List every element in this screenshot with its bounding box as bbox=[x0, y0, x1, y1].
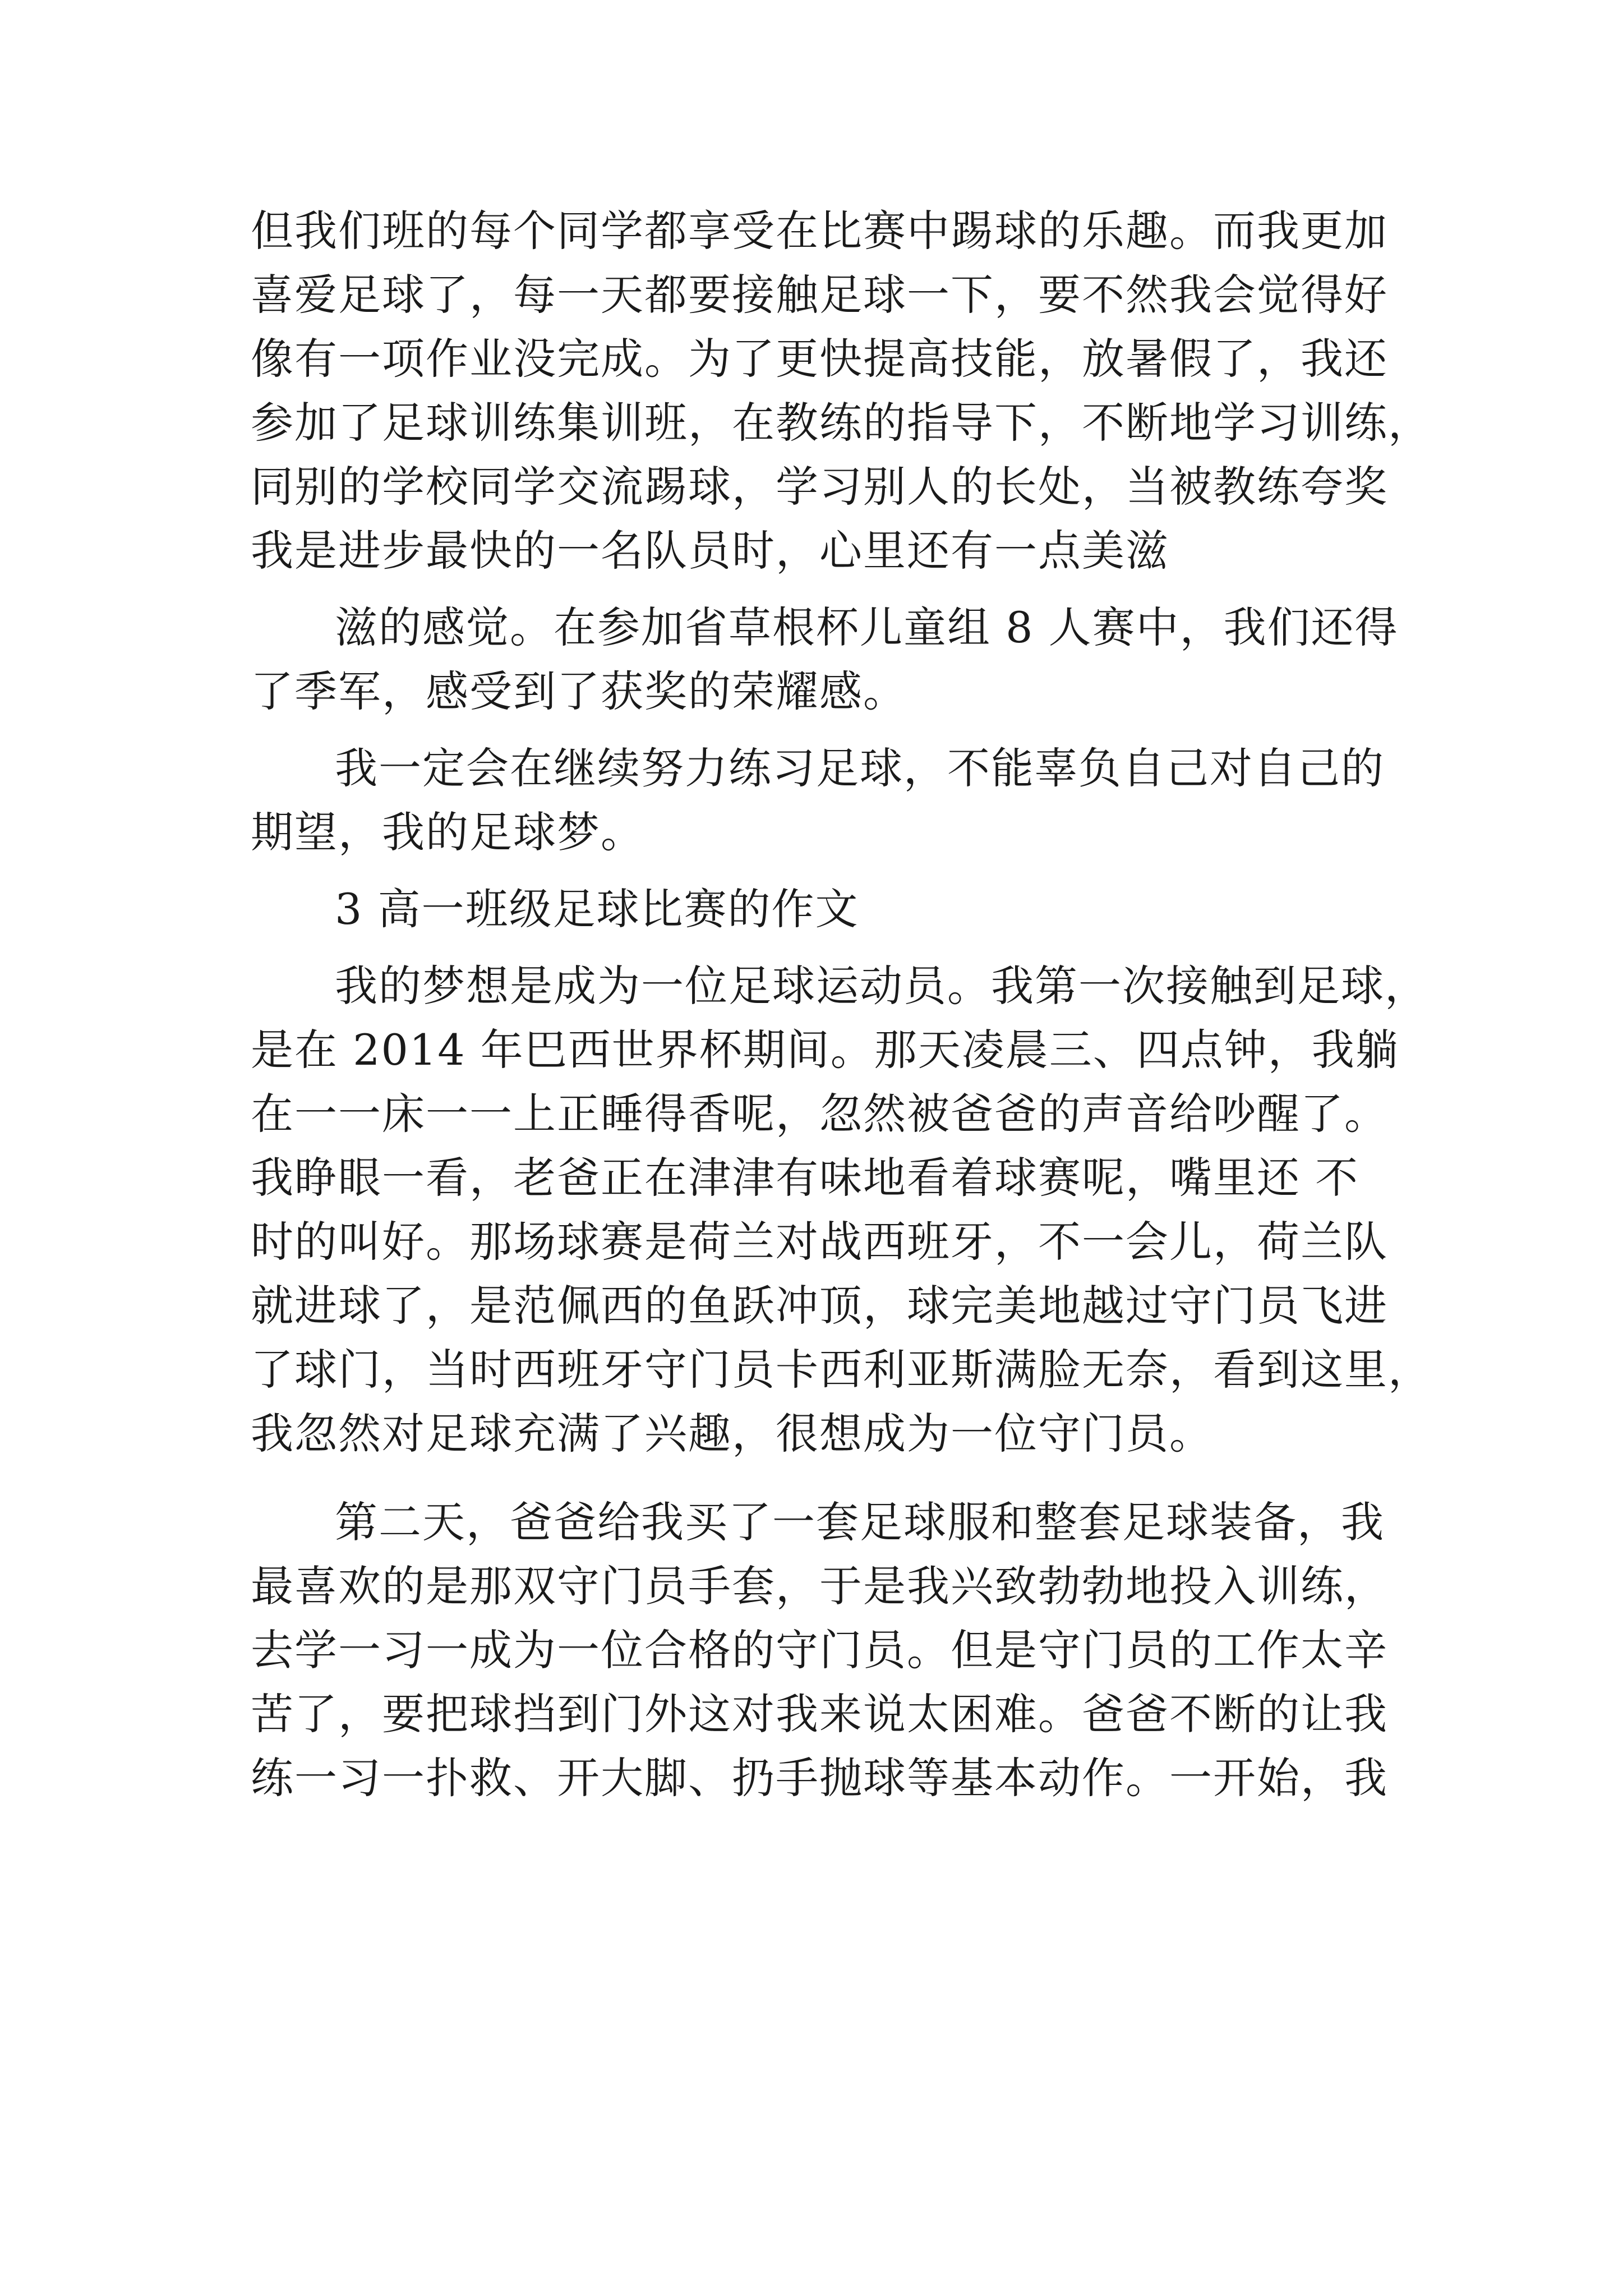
text-line: 我一定会在继续努力练习足球，不能辜负自己对自己的 bbox=[335, 743, 1385, 793]
text-line: 了季军，感受到了获奖的荣耀感。 bbox=[251, 666, 907, 716]
text-line: 了球门，当时西班牙守门员卡西利亚斯满脸无奈，看到这里， bbox=[251, 1345, 1432, 1395]
text-line: 期望，我的足球梦。 bbox=[251, 807, 644, 857]
text-line: 喜爱足球了，每一天都要接触足球一下，要不然我会觉得好 bbox=[251, 270, 1388, 320]
text-line: 我忽然对足球充满了兴趣，很想成为一位守门员。 bbox=[251, 1409, 1213, 1458]
text-line: 在一一床一一上正睡得香呢，忽然被爸爸的声音给吵醒了。 bbox=[251, 1089, 1388, 1139]
text-line: 参加了足球训练集训班，在教练的指导下，不断地学习训练， bbox=[251, 398, 1432, 448]
text-line: 同别的学校同学交流踢球，学习别人的长处，当被教练夸奖 bbox=[251, 462, 1388, 512]
text-line: 去学一习一成为一位合格的守门员。但是守门员的工作太辛 bbox=[251, 1625, 1388, 1675]
text-line: 时的叫好。那场球赛是荷兰对战西班牙，不一会儿，荷兰队 bbox=[251, 1217, 1388, 1267]
text-line: 我的梦想是成为一位足球运动员。我第一次接触到足球， bbox=[335, 961, 1428, 1011]
text-line: 我睁眼一看，老爸正在津津有味地看着球赛呢，嘴里还 不 bbox=[251, 1153, 1359, 1203]
text-line: 像有一项作业没完成。为了更快提高技能，放暑假了，我还 bbox=[251, 334, 1388, 384]
text-line: 我是进步最快的一名队员时，心里还有一点美滋 bbox=[251, 526, 1169, 576]
text-line: 滋的感觉。在参加省草根杯儿童组 8 人赛中，我们还得 bbox=[335, 602, 1399, 652]
text-line: 第二天，爸爸给我买了一套足球服和整套足球装备，我 bbox=[335, 1497, 1385, 1547]
text-line: 但我们班的每个同学都享受在比赛中踢球的乐趣。而我更加 bbox=[251, 206, 1388, 256]
text-line: 是在 2014 年巴西世界杯期间。那天凌晨三、四点钟，我躺 bbox=[251, 1025, 1399, 1075]
text-line: 最喜欢的是那双守门员手套，于是我兴致勃勃地投入训练， bbox=[251, 1561, 1388, 1611]
section-heading: 3 高一班级足球比赛的作文 bbox=[335, 884, 859, 934]
text-line: 苦了，要把球挡到门外这对我来说太困难。爸爸不断的让我 bbox=[251, 1689, 1388, 1739]
text-line: 就进球了，是范佩西的鱼跃冲顶，球完美地越过守门员飞进 bbox=[251, 1281, 1388, 1331]
text-line: 练一习一扑救、开大脚、扔手抛球等基本动作。一开始，我 bbox=[251, 1753, 1388, 1803]
